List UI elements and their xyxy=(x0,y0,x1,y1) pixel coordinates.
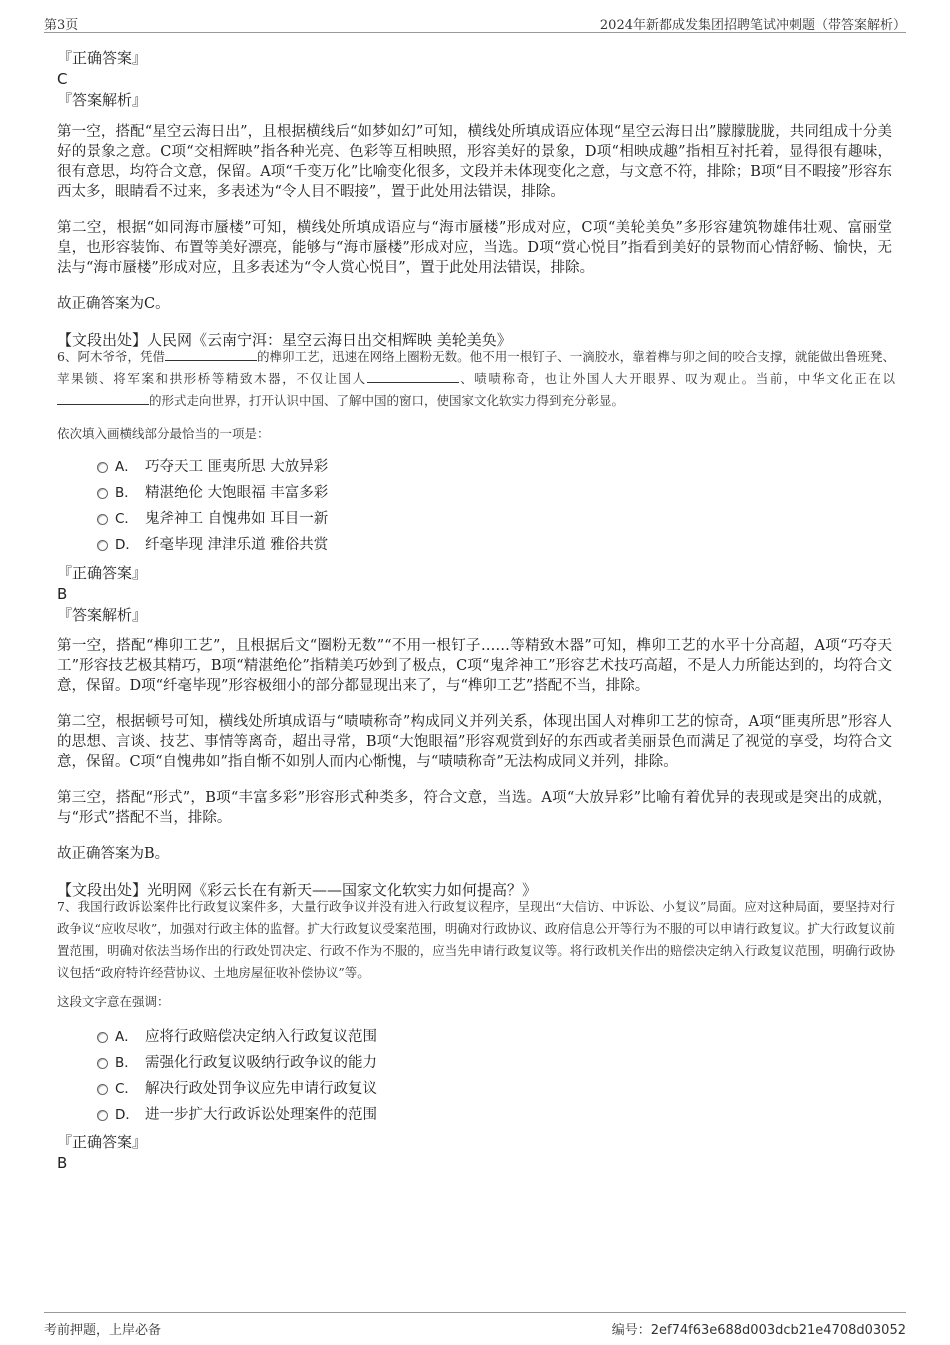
analysis-paragraph: 第二空，根据“如同海市蜃楼”可知，横线处所填成语应与“海市蜃楼”形成对应，C项“美轮美奂”多形容建筑物雄伟壮观、富丽堂皇，也形容装饰、布置等美好漂亮，能够与“海市蜃楼”形成对应，当选。D项“赏心悦目”指看到美好的景物而心情舒畅、愉快，无法与“海市蜃楼”形成对应，且多表述为“令人赏心悦目”，置于此处用法错误，排除。 xyxy=(57,220,892,276)
question-6-text: 6、阿木爷爷，凭借 的榫卯工艺，迅速在网络上圈粉无数。他不用一根钉子、一滴胶水，靠着榫与卯之间的咬合支撑，就能做出鲁班凳、苹果锁、将军案和拱形桥等精致木器，不仅让国人 、啧啧称奇，也让外国人大开眼界、叹为观止。当前，中华文化正在以的形式走向世界，打开认识中国、了解中国的窗口，使国家文化软实力得到充分彰显。 xyxy=(57,349,895,408)
question-7-text: 7、我国行政诉讼案件比行政复议案件多，大量行政争议并没有进入行政复议程序，呈现出“大信访、中诉讼、小复议”局面。应对这种局面，要坚持对行政争议“应收尽收”，加强对行政主体的监督。扩大行政复议受案范围，明确对行政协议、政府信息公开等行为不服的可以申请行政复议。扩大行政复议前置范围，明确对依法当场作出的行政处罚决定、行政不作为不服的，应当先申请行政复议等。将行政机关作出的赔偿决定纳入行政复议范围，明确行政协议包括“政府特许经营协议、土地房屋征收补偿协议”等。 xyxy=(57,899,895,980)
radio-button[interactable] xyxy=(97,1110,108,1121)
footer-slogan: 考前押题，上岸必备 xyxy=(44,1323,162,1338)
question-7-options xyxy=(97,1024,697,1128)
question-7-prompt: 这段文字意在强调： xyxy=(57,994,170,1009)
radio-button[interactable] xyxy=(97,1058,108,1069)
question-6-prompt: 依次填入画横线部分最恰当的一项是： xyxy=(57,426,270,441)
fill-blank-3 xyxy=(57,392,149,405)
option-d[interactable]: D． 进一步扩大行政诉讼处理案件的范围 xyxy=(97,1102,697,1128)
option-b[interactable]: B． 精湛绝伦 大饱眼福 丰富多彩 xyxy=(97,480,697,506)
radio-button[interactable] xyxy=(97,540,108,551)
analysis-paragraph: 故正确答案为C。 xyxy=(57,296,170,312)
q7-answer-block xyxy=(57,1132,892,1174)
option-d[interactable]: D． 纤毫毕现 津津乐道 雅俗共赏 xyxy=(97,532,697,558)
correct-answer-label: 『正确答案』 xyxy=(57,49,148,67)
radio-button[interactable] xyxy=(97,1032,108,1043)
q5-analysis xyxy=(57,122,892,351)
correct-answer: C xyxy=(57,70,68,88)
document-title: 2024年新都成发集团招聘笔试冲刺题（带答案解析） xyxy=(599,18,906,33)
analysis-paragraph: 第一空，搭配“榫卯工艺”，且根据后文“圈粉无数”“不用一根钉子……等精致木器”可知，榫卯工艺的水平十分高超，A项“巧夺天工”形容技艺极其精巧，B项“精湛绝伦”指精美巧妙到了极点，C项“鬼斧神工”形容艺术技巧高超，不是人力所能达到的，均符合文意，保留。D项“纤毫毕现”形容极细小的部分都显现出来了，与“榫卯工艺”搭配不当，排除。 xyxy=(57,638,892,694)
page-header xyxy=(44,10,906,33)
q5-answer-block xyxy=(57,48,892,111)
correct-answer: B xyxy=(57,585,68,603)
question-6-options xyxy=(97,454,697,558)
correct-answer-label: 『正确答案』 xyxy=(57,564,148,582)
radio-button[interactable] xyxy=(97,488,108,499)
analysis-label: 『答案解析』 xyxy=(57,91,148,109)
page-footer xyxy=(44,1312,906,1341)
option-b[interactable]: B． 需强化行政复议吸纳行政争议的能力 xyxy=(97,1050,697,1076)
document-code: 编号：2ef74f63e688d003dcb21e4708d03052 xyxy=(611,1323,906,1338)
radio-button[interactable] xyxy=(97,462,108,473)
correct-answer-label: 『正确答案』 xyxy=(57,1133,148,1151)
analysis-paragraph: 第三空，搭配“形式”，B项“丰富多彩”形容形式种类多，符合文意，当选。A项“大放异彩”比喻有着优异的表现或是突出的成就，与“形式”搭配不当，排除。 xyxy=(57,790,892,826)
analysis-paragraph: 第二空，根据顿号可知，横线处所填成语与“啧啧称奇”构成同义并列关系，体现出国人对榫卯工艺的惊奇，A项“匪夷所思”形容人的思想、言谈、技艺、事情等离奇，超出寻常，B项“大饱眼福”形容观赏到好的东西或者美丽景色而满足了视觉的享受，均符合文意，保留。C项“自愧弗如”指自惭不如别人而内心惭愧，与“啧啧称奇”无法构成同义并列，排除。 xyxy=(57,714,892,770)
analysis-paragraph: 故正确答案为B。 xyxy=(57,846,170,862)
source-citation: 【文段出处】人民网《云南宁洱：星空云海日出交相辉映 美轮美奂》 xyxy=(57,331,512,349)
radio-button[interactable] xyxy=(97,1084,108,1095)
page-number: 第3页 xyxy=(44,18,79,33)
fill-blank-1 xyxy=(165,348,257,361)
source-citation: 【文段出处】光明网《彩云长在有新天——国家文化软实力如何提高？》 xyxy=(57,881,538,899)
q6-answer-block xyxy=(57,563,892,626)
option-a[interactable]: A． 巧夺天工 匪夷所思 大放异彩 xyxy=(97,454,697,480)
option-c[interactable]: C． 解决行政处罚争议应先申请行政复议 xyxy=(97,1076,697,1102)
analysis-label: 『答案解析』 xyxy=(57,606,148,624)
q6-analysis xyxy=(57,636,892,901)
fill-blank-2 xyxy=(367,370,459,383)
correct-answer: B xyxy=(57,1154,68,1172)
analysis-paragraph: 第一空，搭配“星空云海日出”，且根据横线后“如梦如幻”可知，横线处所填成语应体现“星空云海日出”朦朦胧胧，共同组成十分美好的景象之意。C项“交相辉映”指各种光亮、色彩等互相映照，形容美好的景象，D项“相映成趣”指相互衬托着，显得很有趣味，很有意思，均符合文意，保留。A项“千变万化”比喻变化很多，文段并未体现变化之意，与文意不符，排除；B项“目不暇接”形容东西太多，眼睛看不过来，多表述为“令人目不暇接”，置于此处用法错误，排除。 xyxy=(57,124,892,200)
option-c[interactable]: C． 鬼斧神工 自愧弗如 耳目一新 xyxy=(97,506,697,532)
radio-button[interactable] xyxy=(97,514,108,525)
option-a[interactable]: A． 应将行政赔偿决定纳入行政复议范围 xyxy=(97,1024,697,1050)
